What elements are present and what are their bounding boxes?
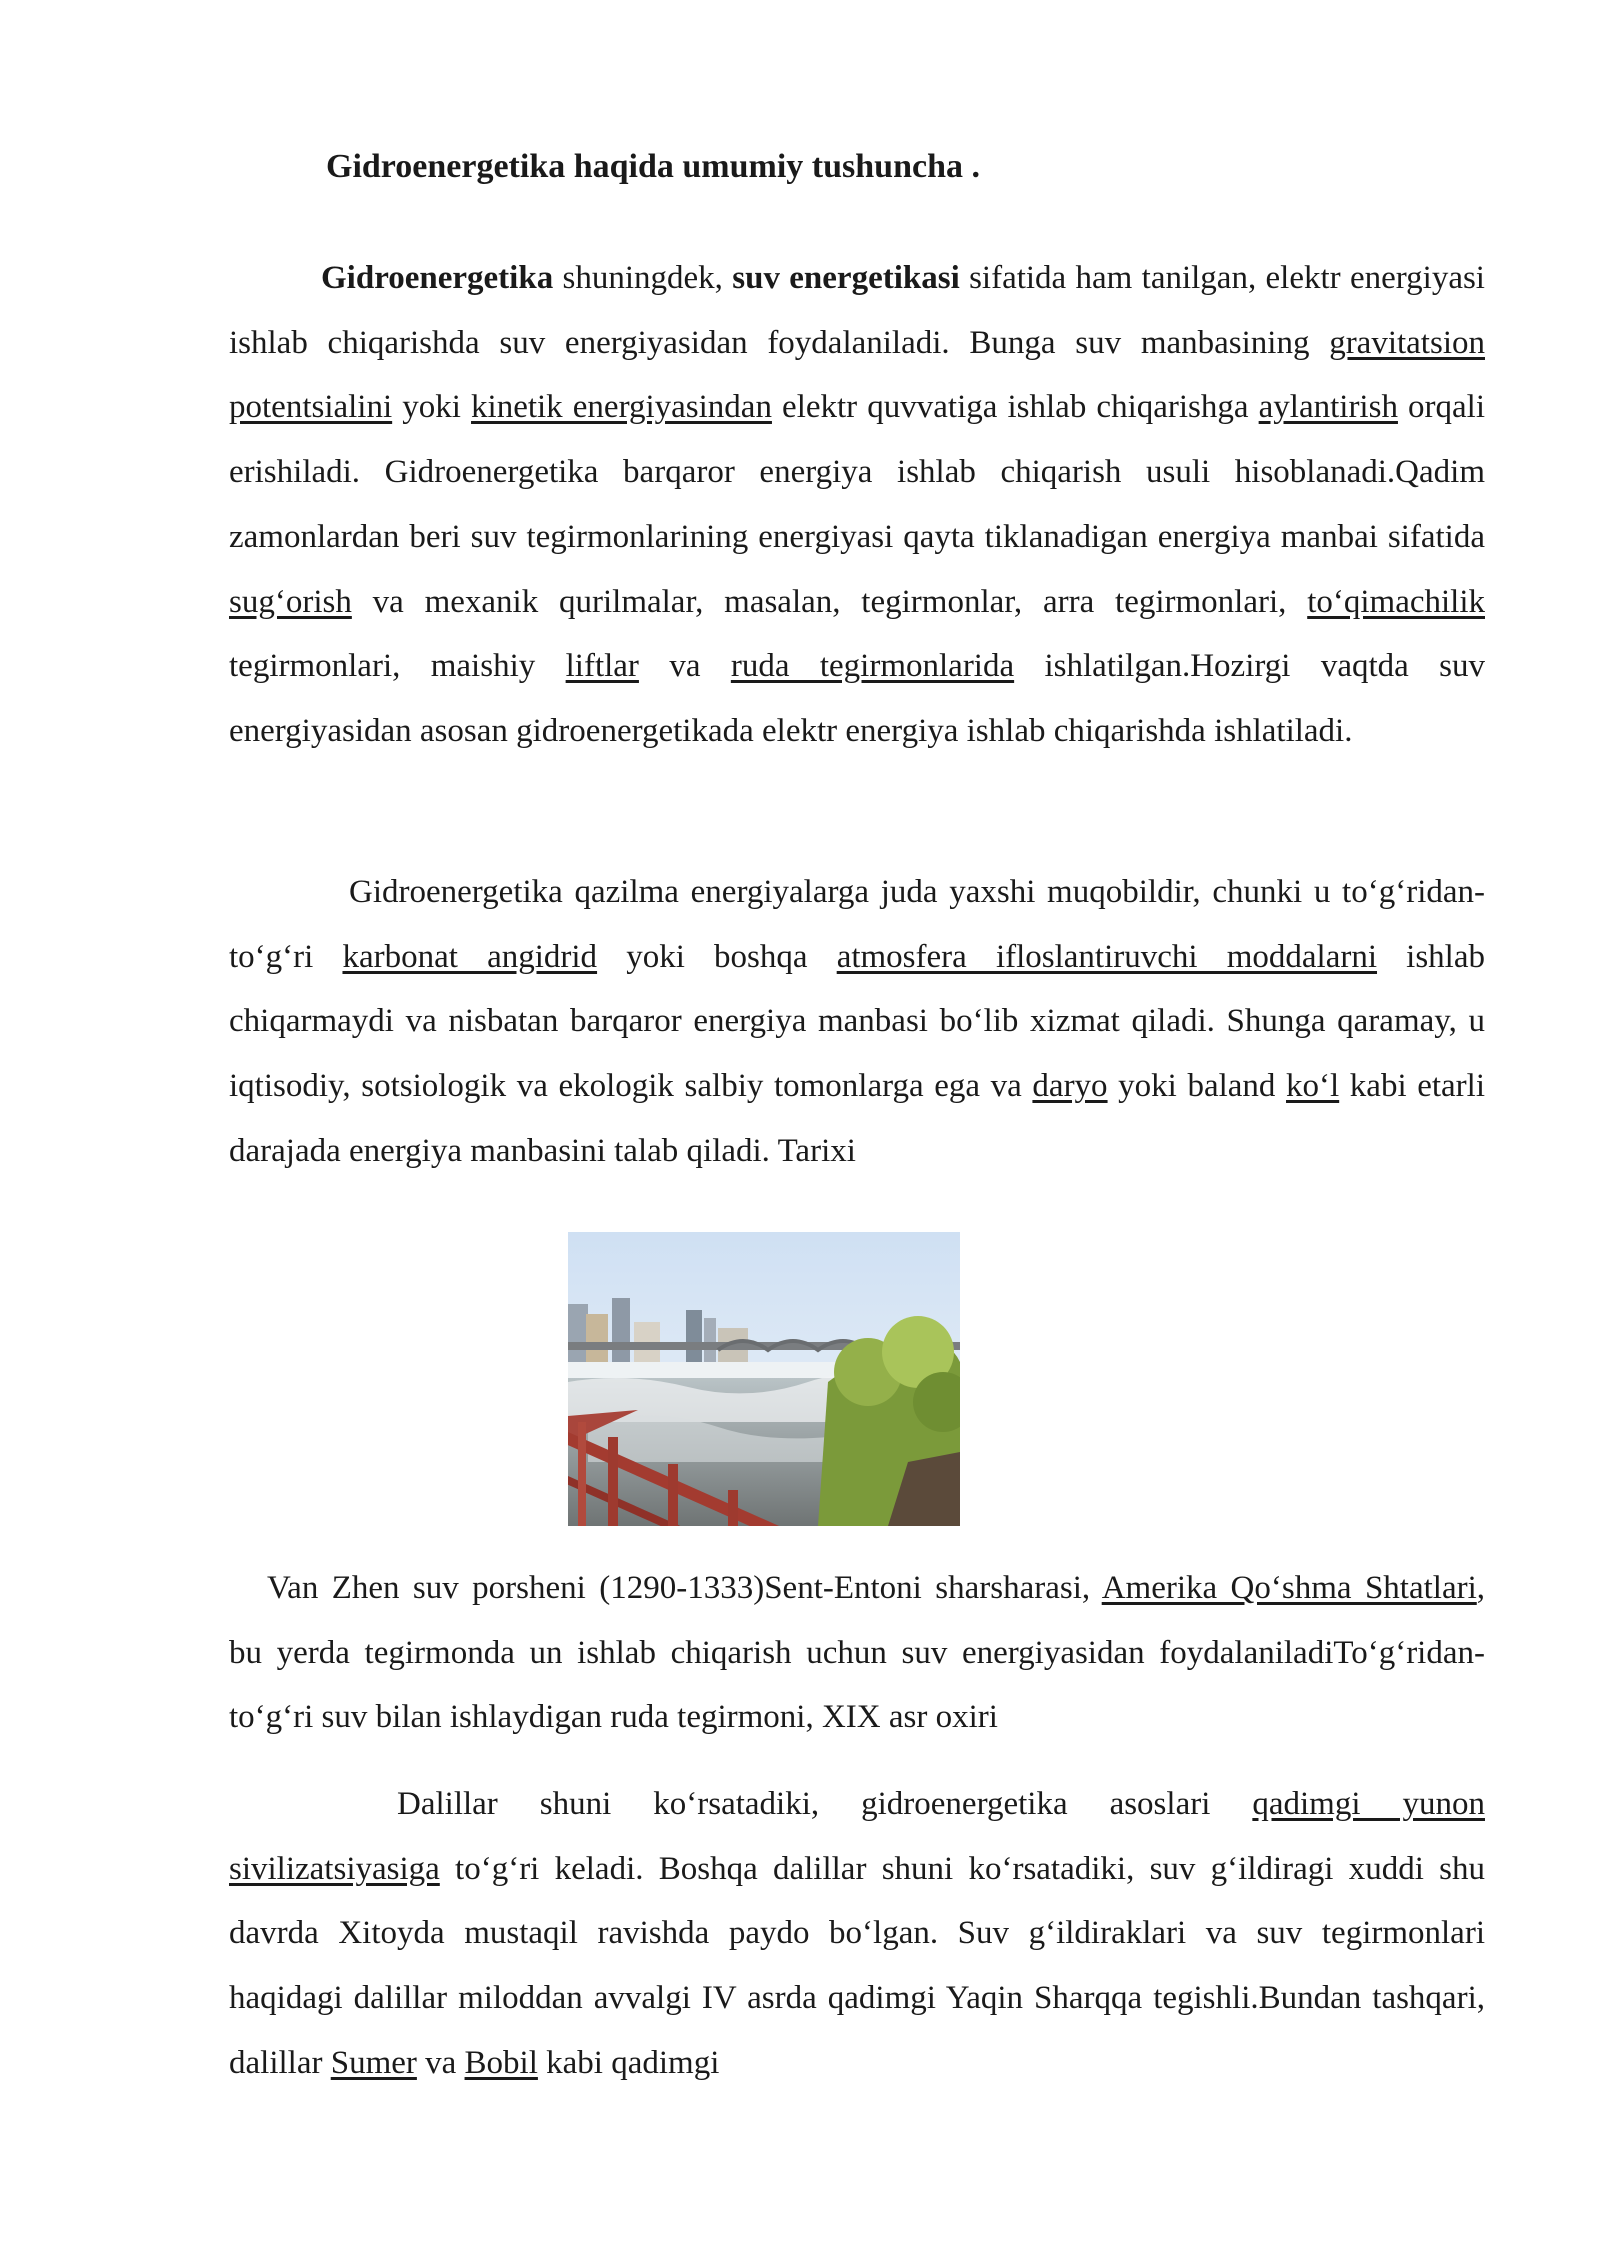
link-liftlar[interactable]: liftlar	[565, 648, 639, 685]
link-daryo[interactable]: daryo	[1032, 1068, 1108, 1105]
link-ruda-tegirmonlari[interactable]: ruda tegirmonlarida	[730, 648, 1015, 685]
text: , bu yerda tegirmonda un ishlab chiqarish uchun suv energiyasidan foydalaniladiTo‘g‘ridan-to‘g‘ri suv bilan ishlaydigan ruda tegirmoni, XIX asr oxiri	[229, 1570, 1485, 1736]
text: yoki boshqa	[597, 938, 837, 975]
link-gravitatsion-potentsial[interactable]: gravitatsion potentsialini	[229, 324, 1485, 426]
text: va	[638, 648, 731, 685]
text: sifatida ham tanilgan, elektr energiyasi ishlab chiqarishda suv energiyasidan foydalaniladi. Bunga suv manbasining	[229, 260, 1485, 361]
term-gidroenergetika: Gidroenergetika	[321, 260, 554, 296]
link-bobil[interactable]: Bobil	[464, 2044, 538, 2081]
paragraph-caption	[229, 1556, 1485, 1750]
text: Dalillar shuni ko‘rsatadiki, gidroenergetika asoslari	[397, 1786, 1253, 1822]
text: tegirmonlari, maishiy	[229, 648, 566, 685]
text: Van Zhen suv porsheni (1290-1333)Sent-Entoni sharsharasi,	[267, 1570, 1102, 1606]
text: to‘g‘ri keladi. Boshqa dalillar shuni ko‘rsatadiki, suv g‘ildiragi xuddi shu davrda Xitoyda mustaqil ravishda paydo bo‘lgan. Suv g‘ildiraklari va suv tegirmonlari haqidagi dalillar miloddan avvalgi IV asrda qadimgi Yaqin Sharqqa tegishli.Bundan tashqari, dalillar	[229, 1850, 1485, 2081]
text: ishlab chiqarmaydi va nisbatan barqaror energiya manbasi bo‘lib xizmat qiladi. Shunga qaramay, u iqtisodiy, sotsiologik va ekologik salbiy tomonlarga ega va	[229, 938, 1485, 1105]
link-kol[interactable]: ko‘l	[1286, 1068, 1340, 1105]
link-qadimgi-yunon[interactable]: qadimgi yunon sivilizatsiyasiga	[229, 1786, 1485, 1887]
text: va	[416, 2044, 465, 2081]
text: orqali erishiladi. Gidroenergetika barqaror energiya ishlab chiqarish usuli hisoblanadi.Qadim zamonlardan beri suv tegirmonlarining energiyasi qayta tiklanadigan energiya manbai sifatida	[229, 389, 1486, 555]
link-sumer[interactable]: Sumer	[330, 2044, 417, 2081]
term-suv-energetikasi: suv energetikasi	[732, 260, 960, 296]
link-amerika-qoshma-shtatlari[interactable]: Amerika Qo‘shma Shtatlari	[1101, 1570, 1477, 1606]
waterfall-photo	[568, 1232, 960, 1526]
link-kinetik-energiya[interactable]: kinetik energiyasindan	[471, 389, 772, 426]
text: shuningdek,	[553, 260, 733, 296]
link-toqimachilik[interactable]: to‘qimachilik	[1307, 583, 1485, 620]
paragraph-intro	[229, 246, 1485, 764]
link-atmosfera-ifloslantiruvchi[interactable]: atmosfera ifloslantiruvchi moddalarni	[836, 938, 1378, 975]
paragraph-history	[229, 1772, 1485, 2096]
text: ishlatilgan.Hozirgi vaqtda suv energiyasidan asosan gidroenergetikada elektr energiya ishlab chiqarishda ishlatiladi.	[229, 648, 1485, 749]
text: kabi etarli darajada energiya manbasini talab qiladi. Tarixi	[229, 1068, 1486, 1169]
link-karbonat-angidrid[interactable]: karbonat angidrid	[342, 938, 598, 975]
text: yoki baland	[1107, 1068, 1287, 1105]
text: yoki	[392, 389, 472, 426]
link-aylantirish[interactable]: aylantirish	[1258, 389, 1398, 426]
text: elektr quvvatiga ishlab chiqarishga	[771, 389, 1259, 426]
paragraph-alternative	[229, 860, 1485, 1184]
text: Gidroenergetika qazilma energiyalarga juda yaxshi muqobildir, chunki u to‘g‘ridan-to‘g‘ri	[229, 874, 1485, 975]
link-sugorish[interactable]: sug‘orish	[229, 583, 352, 620]
page-title: Gidroenergetika haqida umumiy tushuncha .	[326, 148, 981, 185]
text: va mexanik qurilmalar, masalan, tegirmonlar, arra tegirmonlari,	[351, 583, 1308, 620]
text: kabi qadimgi	[537, 2044, 720, 2081]
